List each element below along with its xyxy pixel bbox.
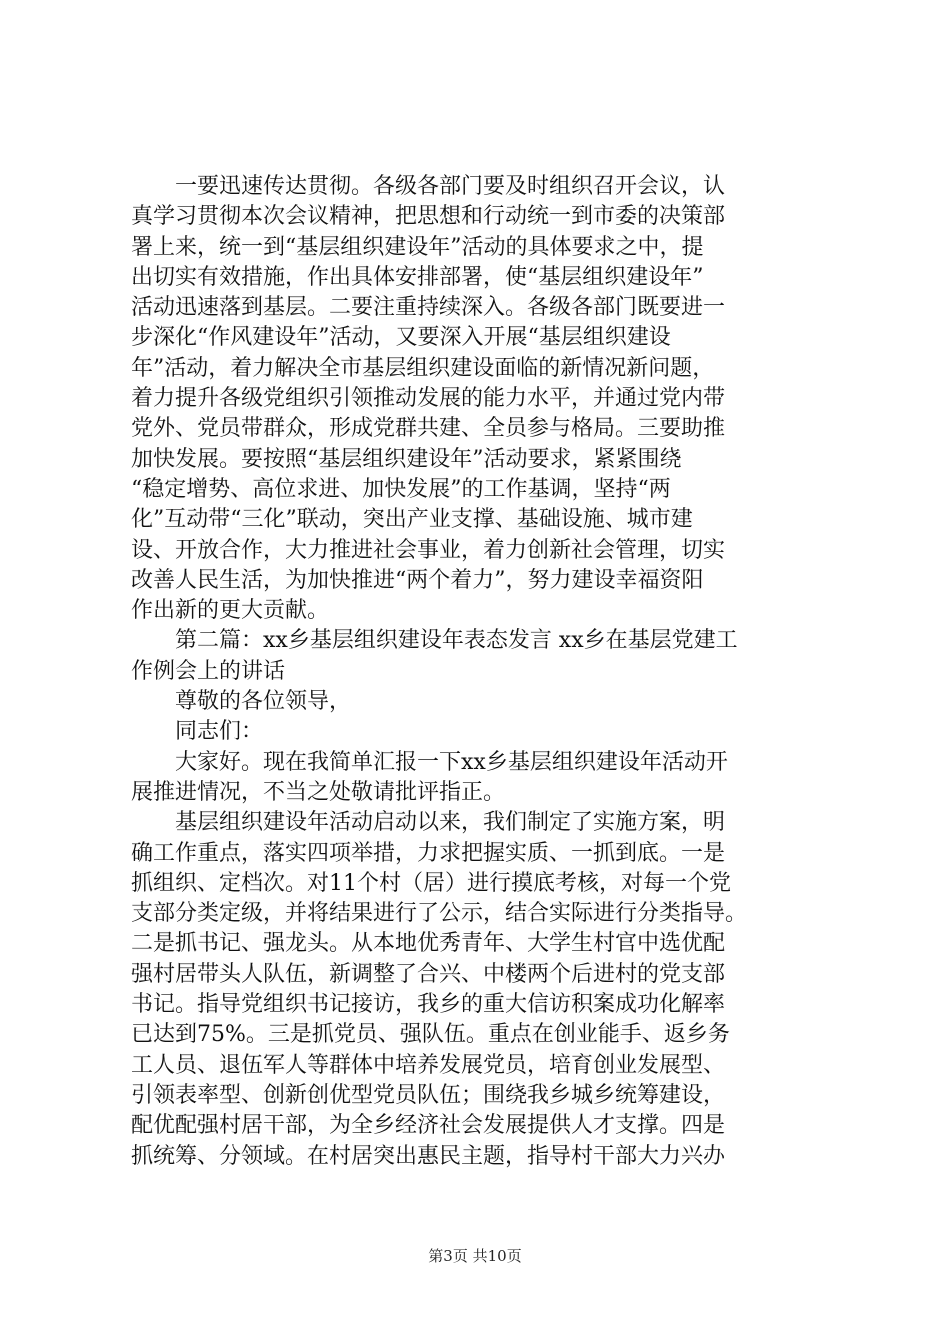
page-footer: 第3页 共10页 [428,1247,522,1265]
paragraph-1: 一要迅速传达贯彻。各级各部门要及时组织召开会议，认 真学习贯彻本次会议精神，把思想和行动统一到市委的决策部 署上来，统一到“基层组织建设年”活动的具体要求之中，提 出切实有效措施，作出具体安排部署，使“基层组织建设年” 活动迅速落到基层。二要注重持续深入。各级各部门既要进一 步深化“作风建设年”活动，又要深入开展“基层组织建设 年”活动，着力解决全市基层组织建设面临的新情况新问题， 着力提升各级党组织引领推动发展的能力水平，并通过党内带 党外、党员带群众，形成党群共建、全员参与格局。三要助推 加快发展。要按照“基层组织建设年”活动要求，紧紧围绕 “稳定增势、高位求进、加快发展”的工作基调，坚持“两 化”互动带“三化”联动，突出产业支撑、基础设施、城市建 设、开放合作，大力推进社会事业，着力创新社会管理，切实 改善人民生活，为加快推进“两个着力”，努力建设幸福资阳 作出新的更大贡献。 [131,174,726,624]
salutation-comrades: 同志们： [175,719,264,745]
paragraph-report: 基层组织建设年活动启动以来，我们制定了实施方案，明 确工作重点，落实四项举措，力求把握实质、一抓到底。一是 抓组织、定档次。对11个村（居）进行摸底考核，对每一个党 支部分类定级，并将结果进行了公示，结合实际进行分类指导。 二是抓书记、强龙头。从本地优秀青年、大学生村官中选优配 强村居带头人队伍，新调整了合兴、中楼两个后进村的党支部 书记。指导党组织书记接访，我乡的重大信访积案成功化解率 已达到75%。三是抓党员、强队伍。重点在创业能手、返乡务 工人员、退伍军人等群体中培养发展党员，培育创业发展型、 引领表率型、创新创优型党员队伍；围绕我乡城乡统筹建设， 配优配强村居干部，为全乡经济社会发展提供人才支撑。四是 抓统筹、分领域。在村居突出惠民主题，指导村干部大力兴办 [131,810,748,1169]
salutation-leaders: 尊敬的各位领导， [175,689,352,715]
document-body [131,172,831,1172]
section-heading: 第二篇：xx乡基层组织建设年表态发言 xx乡在基层党建工 作例会上的讲话 [131,628,738,684]
paragraph-greeting: 大家好。现在我简单汇报一下xx乡基层组织建设年活动开 展推进情况，不当之处敬请批评指正。 [131,749,728,805]
